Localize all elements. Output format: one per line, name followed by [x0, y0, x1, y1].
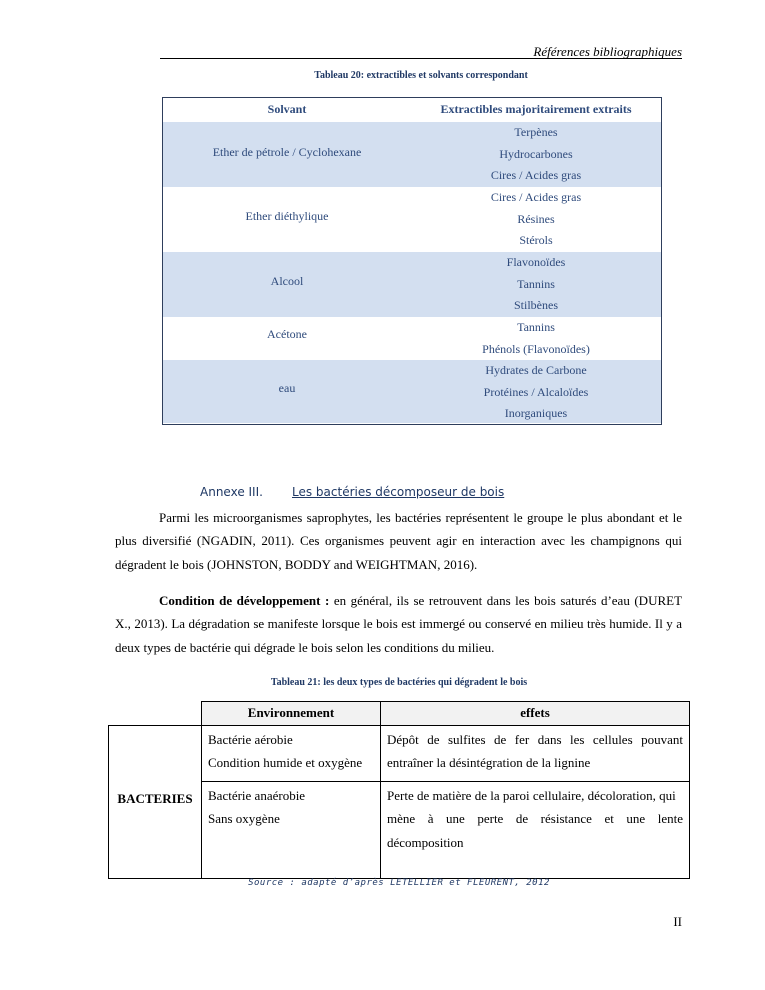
table21: [108, 701, 690, 879]
table20-row: [163, 252, 661, 317]
extrait-cell: Flavonoïdes: [506, 255, 566, 269]
table20-row: [163, 122, 661, 187]
paragraph-text: en général, ils se retrouvent dans les bois saturés d’eau (DURET X., 2013). La dégradation se manifeste lorsque le bois est immergé ou conservé en milieu très humide. Il y a deux types de bactérie qui dégrade le bois selon les conditions du milieu.: [115, 593, 683, 655]
header-rule: [160, 58, 682, 59]
table21-effets-cell: [380, 725, 690, 782]
table20-col-solvant: Solvant: [267, 102, 307, 116]
extrait-cell: Tannins: [517, 276, 555, 291]
extrait-cell: Hydrocarbones: [499, 146, 573, 161]
table20-caption: Tableau 20: extractibles et solvants correspondant: [314, 70, 528, 81]
extrait-cell: Phénols (Flavonoïdes): [482, 341, 590, 356]
table20-row: [163, 317, 661, 360]
table21-col-effets: effets: [380, 701, 690, 726]
paragraph-text: Parmi les microorganismes saprophytes, les bactéries représentent le groupe le plus abondant et le plus diversifié (NGADIN, 2011). Ces organismes peuvent agir en interaction avec les champignons qui dégradent le bois (JOHNSTON, BODDY and WEIGHTMAN, 2016).: [115, 510, 682, 572]
extrait-cell: Inorganiques: [504, 406, 568, 420]
extrait-cell: Terpènes: [514, 125, 558, 139]
table20-header-row: [163, 98, 661, 123]
effets-line: Perte de matière de la paroi cellulaire, décoloration, qui: [387, 788, 676, 803]
table20: [162, 97, 662, 425]
running-header: Références bibliographiques: [533, 44, 682, 59]
solvant-cell: Ether de pétrole / Cyclohexane: [212, 145, 362, 159]
extrait-cell: Stérols: [519, 233, 553, 247]
table21-source: Source : adapté d’après LETELLIER et FLEURENT, 2012: [248, 878, 550, 888]
table20-row: [163, 187, 661, 252]
solvant-cell: Alcool: [270, 274, 304, 288]
paragraph-intro: [115, 506, 682, 576]
solvant-cell: Ether diéthylique: [245, 209, 329, 223]
annexe-heading: [200, 485, 505, 499]
env-line: Sans oxygène: [208, 811, 280, 827]
env-line: Condition humide et oxygène: [208, 755, 363, 771]
effets-line: mène à une perte de résistance et une lente décomposition: [387, 811, 683, 850]
table21-row-label: BACTERIES: [117, 791, 193, 806]
annexe-number: Annexe III.: [200, 485, 263, 499]
table21-col-env: Environnement: [201, 701, 381, 726]
extrait-cell: Cires / Acides gras: [490, 168, 582, 182]
page-number: II: [673, 914, 682, 929]
table21-env-cell: [201, 725, 381, 782]
extrait-cell: Cires / Acides gras: [490, 190, 582, 204]
annexe-title: Les bactéries décomposeur de bois: [292, 485, 505, 499]
paragraph-condition: [115, 589, 682, 659]
extrait-cell: Tannins: [517, 320, 555, 334]
table20-row: [163, 360, 661, 423]
paragraph-lead: Condition de développement :: [159, 593, 330, 608]
table21-effets-cell: [380, 781, 690, 879]
env-line: Bactérie anaérobie: [208, 788, 306, 803]
table21-row-label-cell: [108, 725, 202, 879]
table20-col-extractibles: Extractibles majoritairement extraits: [440, 102, 632, 116]
solvant-cell: eau: [278, 381, 296, 395]
extrait-cell: Résines: [517, 211, 555, 226]
solvant-cell: Acétone: [267, 327, 307, 341]
table21-env-cell: [201, 781, 381, 879]
effets-line: Dépôt de sulfites de fer dans les cellules pouvant entraîner la désintégration de la lignine: [387, 732, 683, 771]
extrait-cell: Stilbènes: [514, 298, 558, 312]
extrait-cell: Hydrates de Carbone: [485, 363, 587, 377]
table21-caption: Tableau 21: les deux types de bactéries qui dégradent le bois: [270, 677, 528, 688]
extrait-cell: Protéines / Alcaloïdes: [483, 384, 589, 399]
env-line: Bactérie aérobie: [208, 732, 293, 747]
